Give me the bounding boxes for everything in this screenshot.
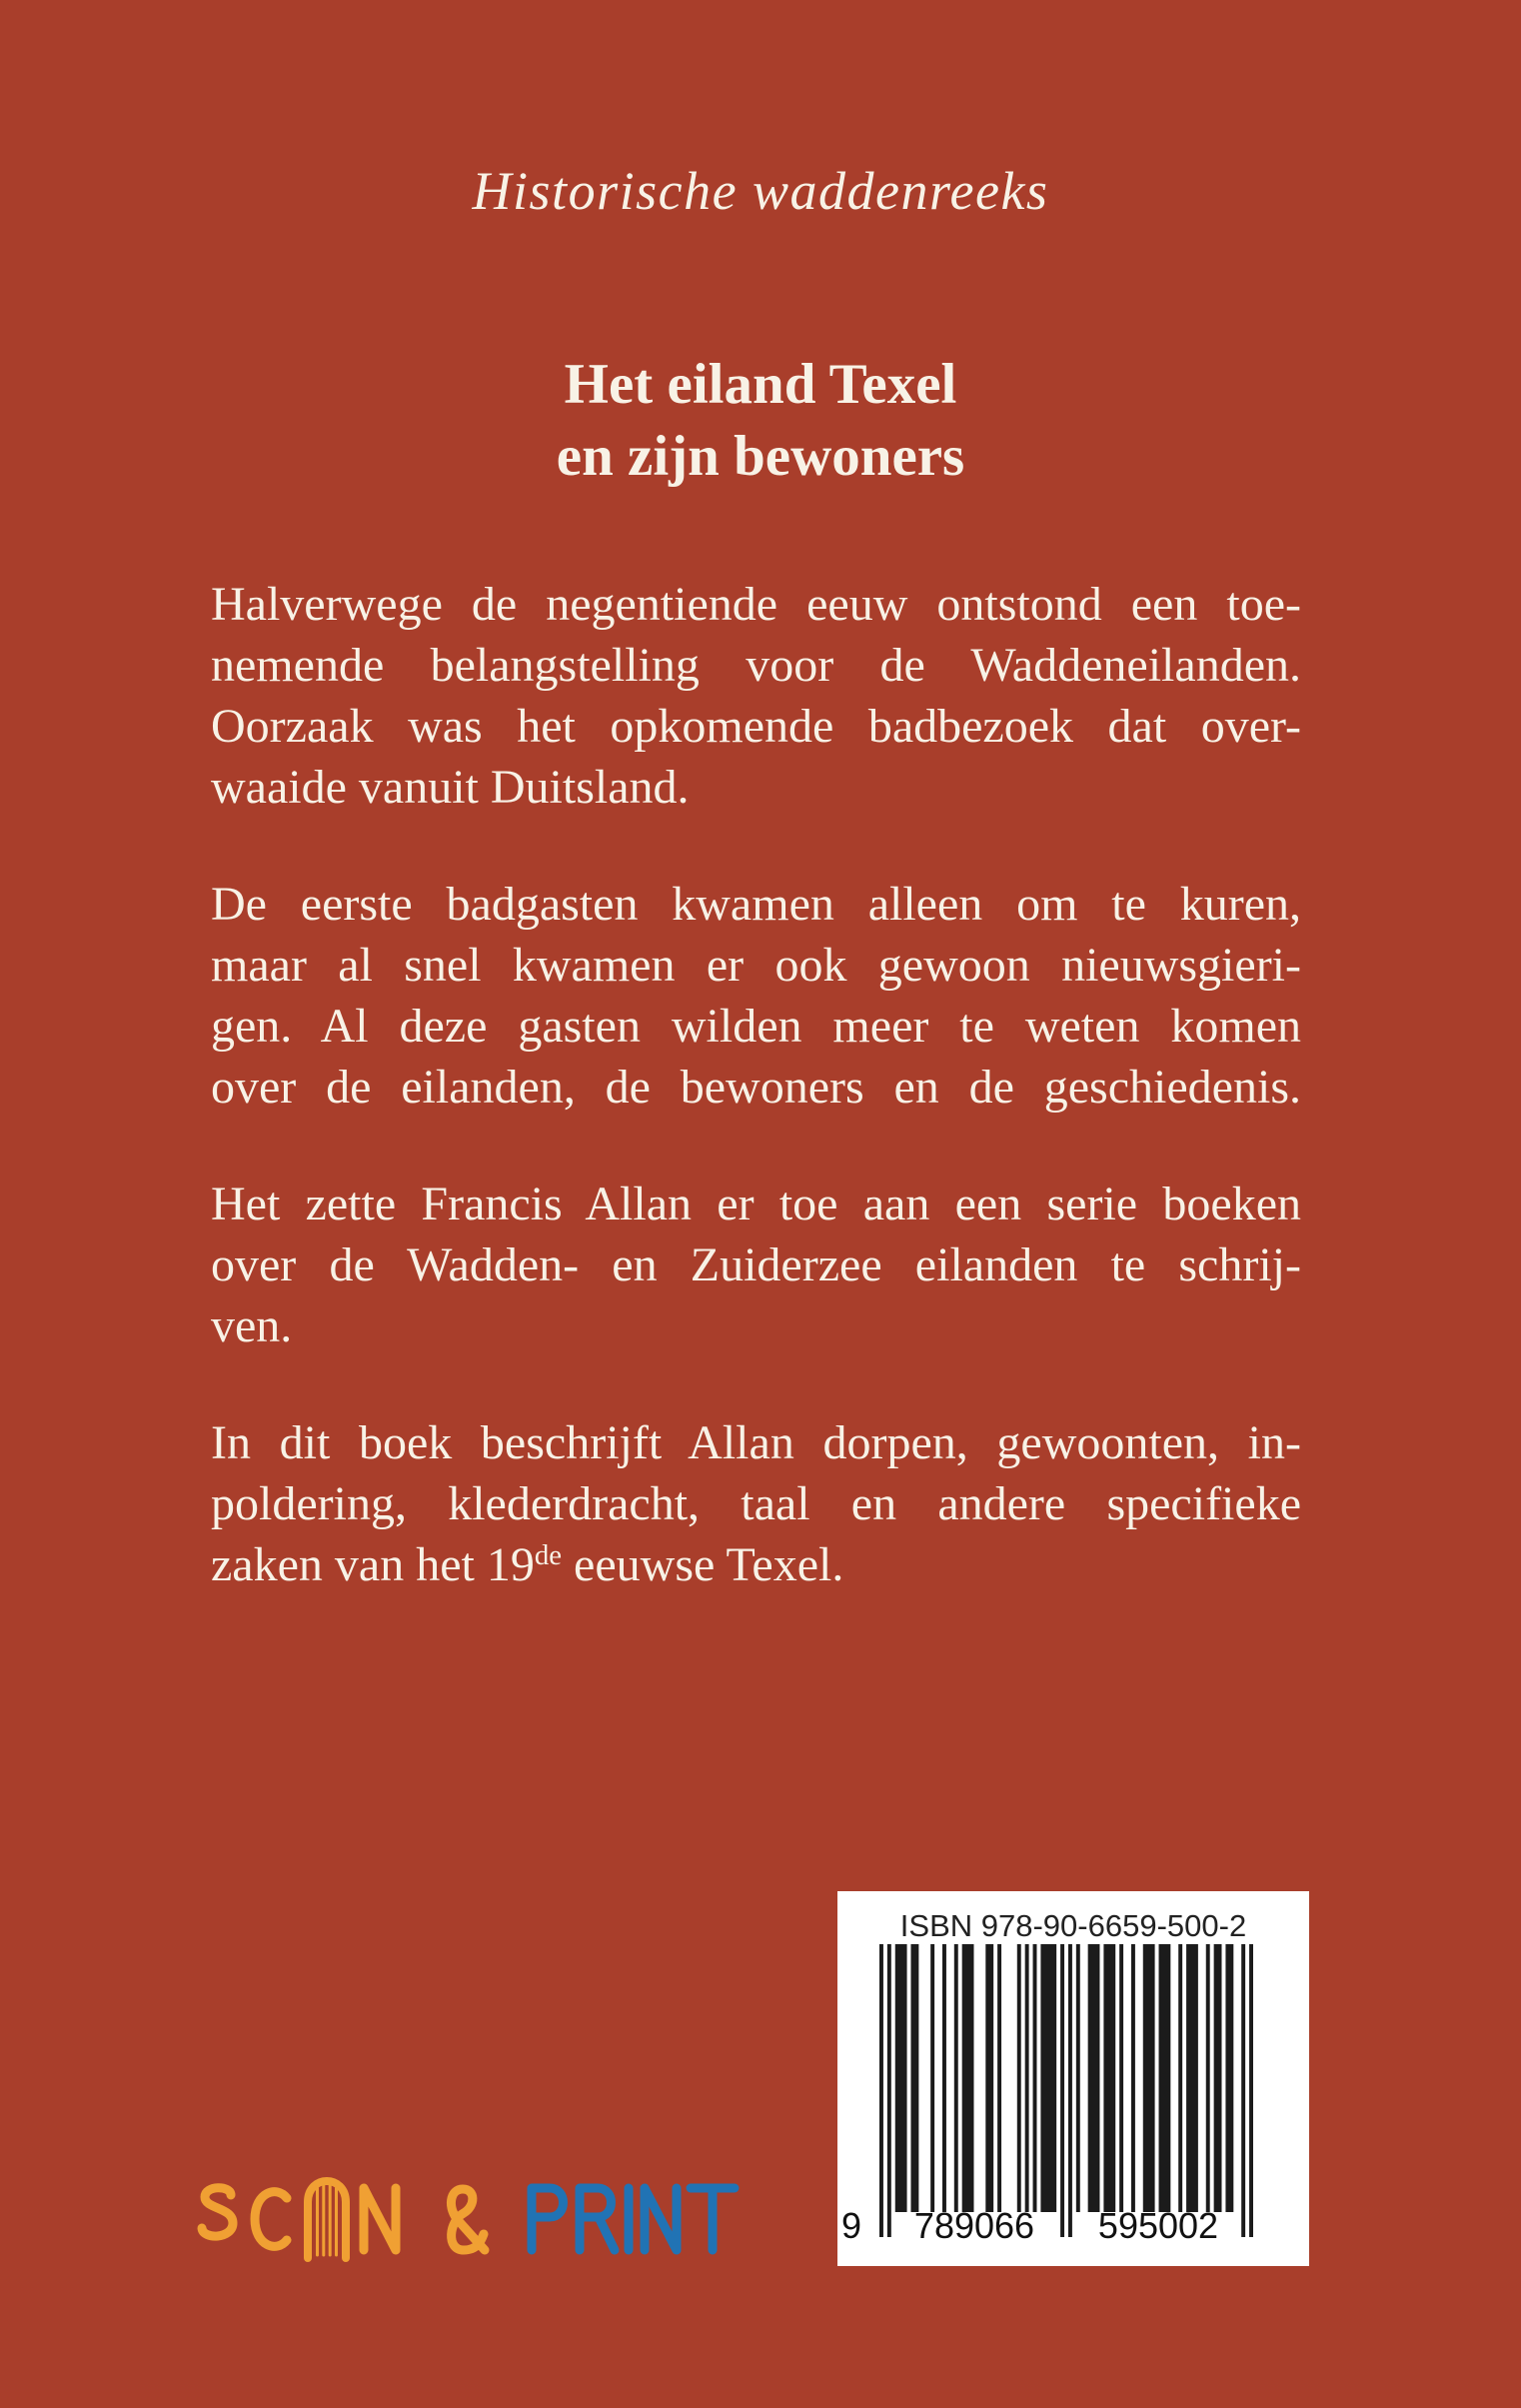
paragraph xyxy=(211,1174,1301,1356)
body-line: waaide vanuit Duitsland. xyxy=(211,761,690,814)
paragraph xyxy=(211,874,1301,1118)
body-line: Halverwege de negentiende eeuw ontstond een toe- xyxy=(211,578,1301,631)
book-title xyxy=(0,349,1521,493)
body-line: Oorzaak was het opkomende badbezoek dat over- xyxy=(211,700,1301,753)
body-line: poldering, klederdracht, taal en andere specifieke xyxy=(211,1477,1301,1530)
body-line: In dit boek beschrijft Allan dorpen, gewoonten, in- xyxy=(211,1416,1301,1469)
scan-and-print-logo-art xyxy=(195,2162,740,2264)
series-title: Historische waddenreeks xyxy=(472,161,1049,221)
scan-and-print-logo xyxy=(195,2162,740,2264)
body-line: over de Wadden- en Zuiderzee eilanden te schrij- xyxy=(211,1238,1301,1291)
body-line: gen. Al deze gasten wilden meer te weten komen xyxy=(211,1000,1301,1053)
barcode-digits-left: 789066 xyxy=(913,2205,1035,2246)
logo-scan-group xyxy=(202,2181,485,2258)
book-scanner-arch-icon xyxy=(308,2181,346,2258)
isbn-label: ISBN 978-90-6659-500-2 xyxy=(899,1908,1247,1943)
body-line: Het zette Francis Allan er toe aan een serie boeken xyxy=(211,1178,1301,1230)
barcode-digit-prefix: 9 xyxy=(841,2205,862,2246)
body-line: zaken van het 19de eeuwse Texel. xyxy=(211,1538,844,1591)
body-line: nemende belangstelling voor de Waddeneilanden. xyxy=(211,639,1301,692)
body-text xyxy=(211,574,1301,1602)
paragraph xyxy=(211,1412,1301,1602)
barcode-digits-right: 595002 xyxy=(1097,2205,1219,2246)
body-line: De eerste badgasten kwamen alleen om te kuren, xyxy=(211,878,1301,931)
body-line: ven. xyxy=(211,1299,293,1352)
body-line: maar al snel kwamen er ook gewoon nieuwsgieri- xyxy=(211,939,1301,992)
book-title-line: en zijn bewoners xyxy=(556,425,965,488)
book-title-line: Het eiland Texel xyxy=(564,353,957,416)
barcode-icon xyxy=(879,1944,1253,2237)
barcode-panel xyxy=(837,1891,1309,2266)
paragraph xyxy=(211,574,1301,818)
body-line: over de eilanden, de bewoners en de geschiedenis. xyxy=(211,1061,1301,1114)
logo-print-group xyxy=(532,2188,735,2250)
